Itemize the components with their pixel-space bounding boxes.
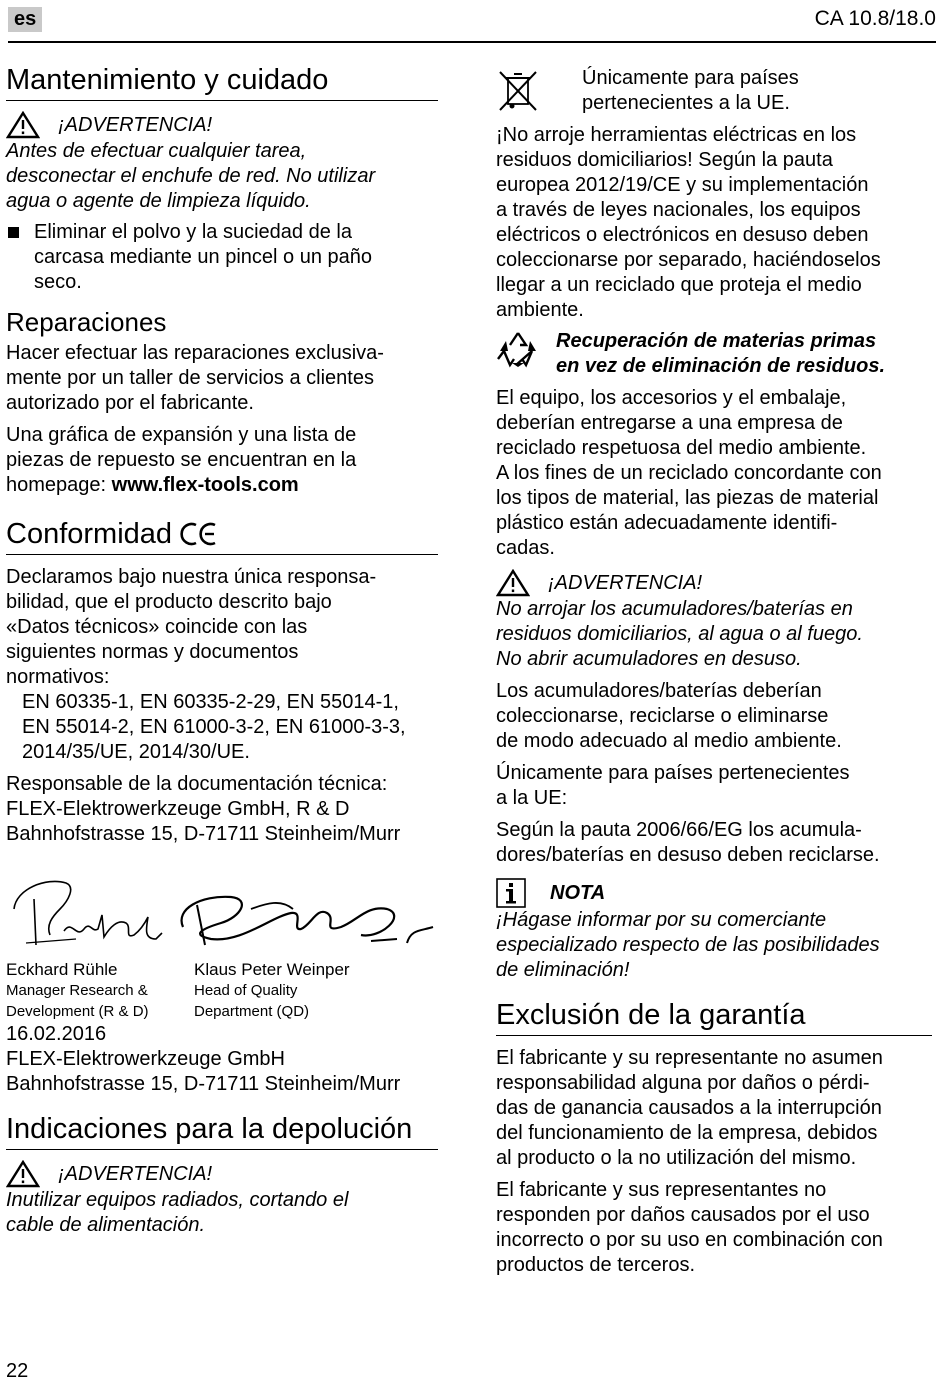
maintenance-bullet [6, 220, 438, 295]
responsible-line: FLEX-Elektrowerkzeuge GmbH, R & D [6, 798, 350, 820]
repairs-line: autorizado por el fabricante. [6, 392, 254, 414]
signatory-role: Manager Research & [6, 982, 148, 999]
note-line: de eliminación! [496, 959, 630, 981]
signatory-1 [6, 959, 194, 1022]
battery-line: a la UE: [496, 787, 568, 809]
bullet-line: Eliminar el polvo y la suciedad de la [34, 221, 352, 243]
crossed-bin-icon [496, 68, 540, 114]
bullet-line: carcasa mediante un pincel o un paño [34, 246, 373, 268]
company-line: Bahnhofstrasse 15, D-71711 Steinheim/Murr [6, 1073, 401, 1095]
warranty-line: del funcionamiento de la empresa, debidos [496, 1122, 878, 1144]
warranty-line: El fabricante y su representante no asumen [496, 1047, 883, 1069]
warranty-line: productos de terceros. [496, 1254, 695, 1276]
disposal-title: Indicaciones para la depolución [6, 1111, 438, 1150]
recycle-block [496, 329, 932, 379]
warranty-line: El fabricante y sus representantes no [496, 1179, 827, 1201]
page-header [0, 0, 950, 44]
battery-line: de modo adecuado al medio ambiente. [496, 730, 842, 752]
recycle-heading-line: Recuperación de materias primas [556, 330, 877, 352]
recycle-line: A los fines de un reciclado concordante con [496, 462, 882, 484]
model-label: CA 10.8/18.0 [814, 7, 936, 30]
weee-line: eléctricos o electrónicos en desuso deben [496, 224, 869, 246]
conformity-line: bilidad, que el producto descrito bajo [6, 591, 332, 613]
homepage-label: homepage: [6, 474, 112, 496]
warning-triangle-icon [6, 1160, 40, 1188]
disposal-warning-line: Inutilizar equipos radiados, cortando el [6, 1189, 349, 1211]
weee-line: ¡No arroje herramientas eléctricas en los [496, 124, 857, 146]
maintenance-warning-line: Antes de efectuar cualquier tarea, [6, 140, 307, 162]
warning-triangle-icon [6, 111, 40, 139]
battery-line: coleccionarse, reciclarse o eliminarse [496, 705, 829, 727]
signatory-2 [194, 959, 382, 1022]
battery-line: Según la pauta 2006/66/EG los acumula- [496, 819, 862, 841]
note-heading [496, 878, 932, 908]
recycle-line: los tipos de material, las piezas de material [496, 487, 879, 509]
disposal-warning-heading [6, 1160, 438, 1188]
bullet-line: seco. [34, 271, 82, 293]
battery-line: dores/baterías en desuso deben reciclarse. [496, 844, 880, 866]
weee-line: europea 2012/19/CE y su implementación [496, 174, 869, 196]
note-line: especializado respecto de las posibilidades [496, 934, 880, 956]
header-divider [8, 41, 936, 43]
ce-mark-icon [180, 521, 220, 547]
repairs-line: mente por un taller de servicios a clientes [6, 367, 374, 389]
recycle-icon [496, 329, 540, 369]
repairs-title: Reparaciones [6, 307, 167, 337]
signatures [6, 869, 438, 959]
note-line: ¡Hágase informar por su comerciante [496, 909, 827, 931]
warranty-line: responden por daños causados por el uso [496, 1204, 870, 1226]
weee-line: llegar a un reciclado que proteja el medio [496, 274, 862, 296]
warning-label: ¡ADVERTENCIA! [58, 113, 213, 136]
maintenance-warning-line: agua o agente de limpieza líquido. [6, 190, 311, 212]
weee-line: a través de leyes nacionales, los equipos [496, 199, 861, 221]
repairs-line: piezas de repuesto se encuentran en la [6, 449, 357, 471]
norms-line: EN 55014-2, EN 61000-3-2, EN 61000-3-3, [22, 716, 406, 738]
signature-ruehle [6, 869, 176, 959]
page-number: 22 [6, 1360, 29, 1382]
warning-label: ¡ADVERTENCIA! [58, 1162, 213, 1185]
recycle-heading-line: en vez de eliminación de residuos. [556, 355, 885, 377]
eu-only-line: pertenecientes a la UE. [582, 92, 790, 114]
signatory-role: Head of Quality [194, 982, 298, 999]
battery-line: Únicamente para países pertenecientes [496, 762, 850, 784]
repairs-homepage-line [6, 473, 438, 498]
battery-line: Los acumuladores/baterías deberían [496, 680, 822, 702]
warranty-title: Exclusión de la garantía [496, 997, 932, 1036]
signature-date: 16.02.2016 [6, 1023, 107, 1045]
signatory-name: Klaus Peter Weinper [194, 960, 350, 979]
conformity-line: siguientes normas y documentos [6, 641, 299, 663]
language-badge: es [8, 7, 42, 32]
company-line: FLEX-Elektrowerkzeuge GmbH [6, 1048, 285, 1070]
recycle-line: reciclado respetuosa del medio ambiente. [496, 437, 867, 459]
repairs-line: Hacer efectuar las reparaciones exclusiva- [6, 342, 384, 364]
battery-warning-heading [496, 569, 932, 597]
warranty-line: responsabilidad alguna por daños o pérdi- [496, 1072, 870, 1094]
conformity-line: «Datos técnicos» coincide con las [6, 616, 308, 638]
warning-label: ¡ADVERTENCIA! [548, 571, 703, 594]
conformity-title [6, 516, 438, 555]
repairs-line: Una gráfica de expansión y una lista de [6, 424, 357, 446]
maintenance-warning-line: desconectar el enchufe de red. No utilizar [6, 165, 376, 187]
weee-line: ambiente. [496, 299, 584, 321]
conformity-line: Declaramos bajo nuestra única responsa- [6, 566, 377, 588]
maintenance-warning-heading [6, 111, 438, 139]
info-icon [496, 878, 526, 908]
recycle-line: deberían entregarse a una empresa de [496, 412, 843, 434]
right-column [496, 66, 932, 1278]
norms-line: EN 60335-1, EN 60335-2-29, EN 55014-1, [22, 691, 399, 713]
norms-line: 2014/35/UE, 2014/30/UE. [22, 741, 250, 763]
battery-warning-line: No abrir acumuladores en desuso. [496, 648, 802, 670]
disposal-warning-line: cable de alimentación. [6, 1214, 206, 1236]
warranty-line: incorrecto o por su uso en combinación con [496, 1229, 883, 1251]
weee-line: coleccionarse por separado, haciéndoselos [496, 249, 881, 271]
conformity-line: normativos: [6, 666, 110, 688]
recycle-line: El equipo, los accesorios y el embalaje, [496, 387, 847, 409]
responsible-line: Bahnhofstrasse 15, D-71711 Steinheim/Murr [6, 823, 401, 845]
signatory-name: Eckhard Rühle [6, 960, 118, 979]
eu-only-block [496, 66, 932, 116]
battery-warning-line: residuos domiciliarios, al agua o al fuego. [496, 623, 863, 645]
square-bullet-icon [8, 227, 19, 238]
signatory-role: Department (QD) [194, 1003, 310, 1020]
recycle-line: cadas. [496, 537, 555, 559]
recycle-line: plástico están adecuadamente identifi- [496, 512, 838, 534]
signature-weinper [171, 869, 441, 959]
weee-line: residuos domiciliarios! Según la pauta [496, 149, 833, 171]
eu-only-line: Únicamente para países [582, 67, 799, 89]
warranty-line: das de ganancia causados a la interrupción [496, 1097, 882, 1119]
homepage-link[interactable]: www.flex-tools.com [111, 474, 299, 496]
warning-triangle-icon [496, 569, 530, 597]
conformity-title-text: Conformidad [6, 518, 173, 550]
note-label: NOTA [550, 881, 606, 904]
responsible-line: Responsable de la documentación técnica: [6, 773, 388, 795]
signatory-names [6, 959, 438, 1022]
maintenance-title: Mantenimiento y cuidado [6, 62, 438, 101]
signatory-role: Development (R & D) [6, 1003, 149, 1020]
battery-warning-line: No arrojar los acumuladores/baterías en [496, 598, 853, 620]
warranty-line: al producto o la no utilización del mismo. [496, 1147, 857, 1169]
left-column [6, 62, 438, 1238]
